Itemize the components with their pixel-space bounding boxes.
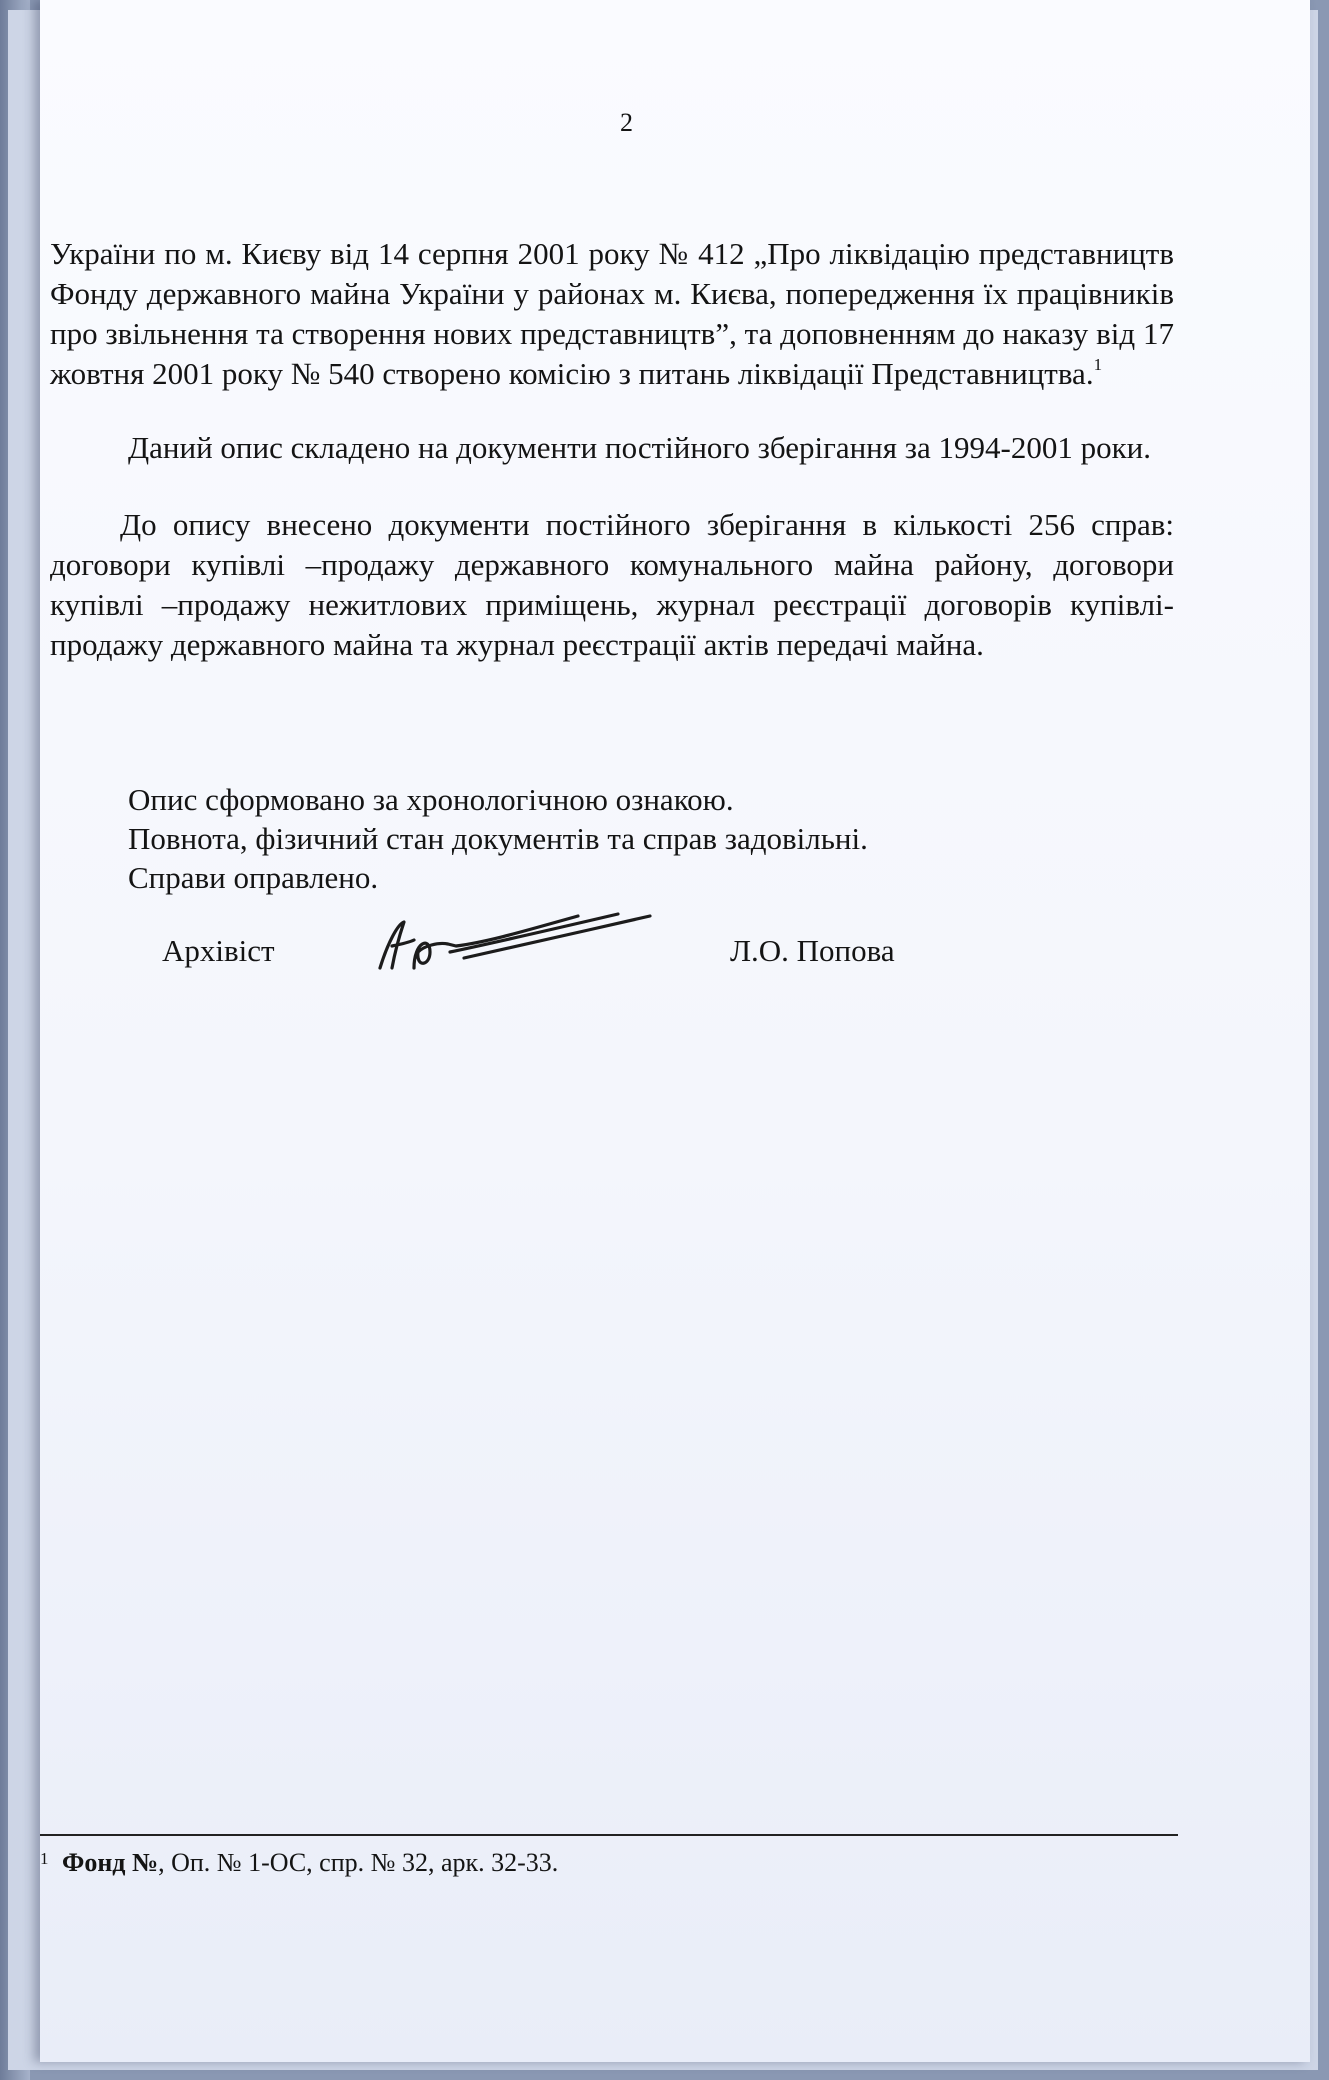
footnote-reference: 1 [1093,355,1103,374]
footnote-fund: Фонд № [62,1848,159,1877]
paragraph-commission [50,234,1174,394]
note-bound: Справи оправлено. [128,860,379,895]
paragraph-inventory-scope: Даний опис складено на документи постійного зберігання за 1994-2001 роки. [128,430,1151,465]
page-number: 2 [620,108,633,137]
footnote-text [62,1848,558,1878]
document-page [40,0,1310,2062]
footnote-mark: 1 [40,1849,49,1868]
signatory-title: Архівіст [162,933,275,968]
footnote-divider [40,1834,1178,1836]
footnote-reference-text: , Оп. № 1-ОС, спр. № 32, арк. 32-33. [158,1848,559,1877]
note-chronological: Опис сформовано за хронологічною ознакою. [128,782,734,817]
note-condition: Повнота, фізичний стан документів та справ задовільні. [128,821,868,856]
signatory-name: Л.О. Попова [730,933,895,968]
paragraph-commission-text: України по м. Києву від 14 серпня 2001 року № 412 „Про ліквідацію представництв Фонду державного майна України у районах м. Києва, попередження їх працівників про звільнення та створення нових представництв”, та доповненням до наказу від 17 жовтня 2001 року № 540 створено комісію з питань ліквідації Представництва. [50,236,1174,391]
handwritten-signature [368,902,658,982]
paragraph-inventory-contents: До опису внесено документи постійного зберігання в кількості 256 справ: договори купівлі –продажу державного комунального майна району, договори купівлі –продажу нежитлових приміщень, журнал реєстрації договорів купівлі-продажу державного майна та журнал реєстрації актів передачі майна. [50,507,1174,662]
